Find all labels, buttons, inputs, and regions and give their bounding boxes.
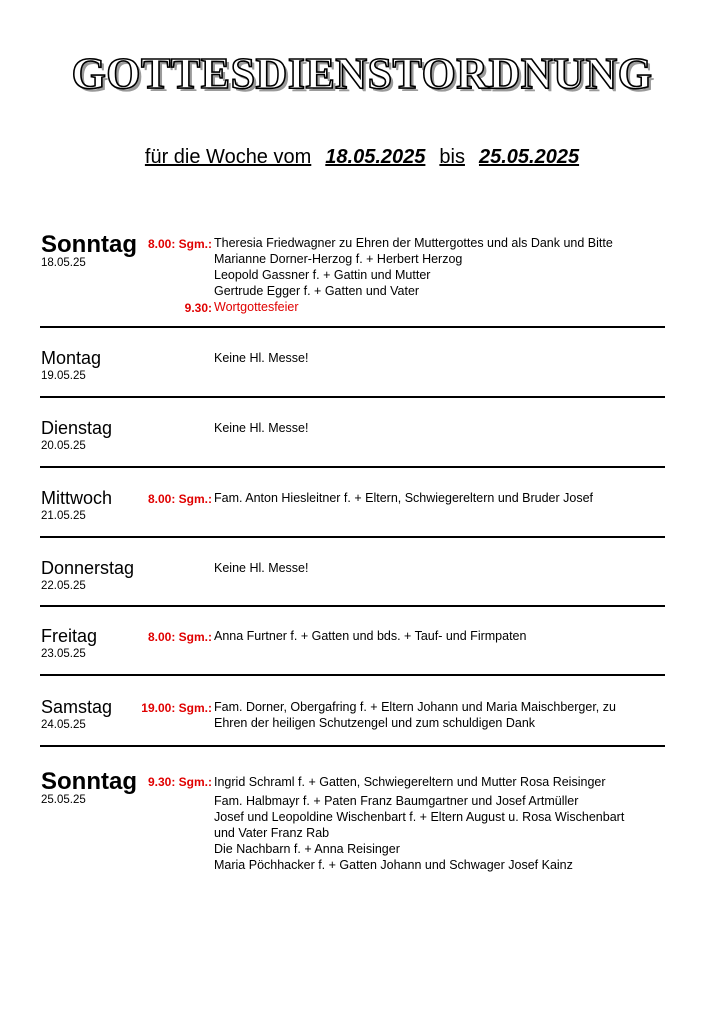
divider bbox=[40, 674, 665, 676]
intentions bbox=[214, 699, 664, 731]
mass-time: 8.00: Sgm.: bbox=[147, 630, 212, 644]
intention-line: Wortgottesfeier bbox=[214, 300, 299, 314]
week-from-date: 18.05.2025 bbox=[325, 146, 426, 168]
day-date: 21.05.25 bbox=[41, 510, 86, 522]
intentions bbox=[214, 235, 664, 315]
day-name: Sonntag bbox=[41, 768, 137, 795]
intentions bbox=[214, 628, 664, 644]
page-title: GOTTESDIENSTORDNUNG bbox=[71, 49, 653, 98]
intention-line: Keine Hl. Messe! bbox=[214, 351, 309, 365]
intentions bbox=[214, 560, 664, 576]
day-name: Montag bbox=[41, 348, 102, 368]
intention-line: Die Nachbarn f. + Anna Reisinger bbox=[214, 842, 400, 856]
intentions bbox=[214, 490, 664, 506]
intention-line: Anna Furtner f. + Gatten und bds. + Tauf- und Firmpaten bbox=[214, 629, 527, 643]
day-name: Samstag bbox=[41, 697, 113, 717]
intention-line: Marianne Dorner-Herzog f. + Herbert Herzog bbox=[214, 252, 463, 266]
mass-time: 9.30: bbox=[184, 301, 212, 315]
day-name: Donnerstag bbox=[41, 558, 135, 578]
intention-line: Maria Pöchhacker f. + Gatten Johann und Schwager Josef Kainz bbox=[214, 858, 573, 872]
week-prefix: für die Woche vom bbox=[144, 146, 312, 168]
day-date: 19.05.25 bbox=[41, 370, 86, 382]
divider bbox=[40, 536, 665, 538]
intention-line: Theresia Friedwagner zu Ehren der Muttergottes und als Dank und Bitte bbox=[214, 236, 613, 250]
divider bbox=[40, 326, 665, 328]
mass-time: 8.00: Sgm.: bbox=[147, 237, 212, 251]
day-date: 23.05.25 bbox=[41, 648, 86, 660]
divider bbox=[40, 466, 665, 468]
intention-line: und Vater Franz Rab bbox=[214, 826, 330, 840]
intention-line: Josef und Leopoldine Wischenbart f. + Eltern August u. Rosa Wischenbart bbox=[214, 810, 625, 824]
day-name: Dienstag bbox=[41, 418, 113, 438]
day-name: Freitag bbox=[41, 626, 98, 646]
day-name: Mittwoch bbox=[41, 488, 113, 508]
day-date: 18.05.25 bbox=[41, 257, 86, 269]
intentions bbox=[214, 420, 664, 436]
mass-time: 9.30: Sgm.: bbox=[147, 775, 212, 789]
intention-line: Ehren der heiligen Schutzengel und zum schuldigen Dank bbox=[214, 716, 536, 730]
day-date: 20.05.25 bbox=[41, 440, 86, 452]
mass-time: 19.00: Sgm.: bbox=[141, 701, 212, 715]
intention-line: Fam. Dorner, Obergafring f. + Eltern Johann und Maria Maischberger, zu bbox=[214, 700, 616, 714]
mass-time: 8.00: Sgm.: bbox=[147, 492, 212, 506]
day-date: 25.05.25 bbox=[41, 794, 86, 806]
intention-line: Keine Hl. Messe! bbox=[214, 421, 309, 435]
intentions bbox=[214, 774, 664, 873]
day-date: 22.05.25 bbox=[41, 580, 86, 592]
intentions bbox=[214, 350, 664, 366]
divider bbox=[40, 605, 665, 607]
week-range bbox=[0, 146, 724, 169]
week-bis: bis bbox=[439, 146, 465, 168]
intention-line: Fam. Anton Hiesleitner f. + Eltern, Schwiegereltern und Bruder Josef bbox=[214, 491, 594, 505]
intention-line: Leopold Gassner f. + Gattin und Mutter bbox=[214, 268, 431, 282]
intention-line: Fam. Halbmayr f. + Paten Franz Baumgartner und Josef Artmüller bbox=[214, 794, 579, 808]
intention-line: Keine Hl. Messe! bbox=[214, 561, 309, 575]
intention-line: Ingrid Schraml f. + Gatten, Schwiegereltern und Mutter Rosa Reisinger bbox=[214, 775, 606, 789]
week-to-date: 25.05.2025 bbox=[478, 146, 580, 168]
divider bbox=[40, 396, 665, 398]
day-date: 24.05.25 bbox=[41, 719, 86, 731]
day-name: Sonntag bbox=[41, 231, 137, 258]
divider bbox=[40, 745, 665, 747]
intention-line: Gertrude Egger f. + Gatten und Vater bbox=[214, 284, 420, 298]
